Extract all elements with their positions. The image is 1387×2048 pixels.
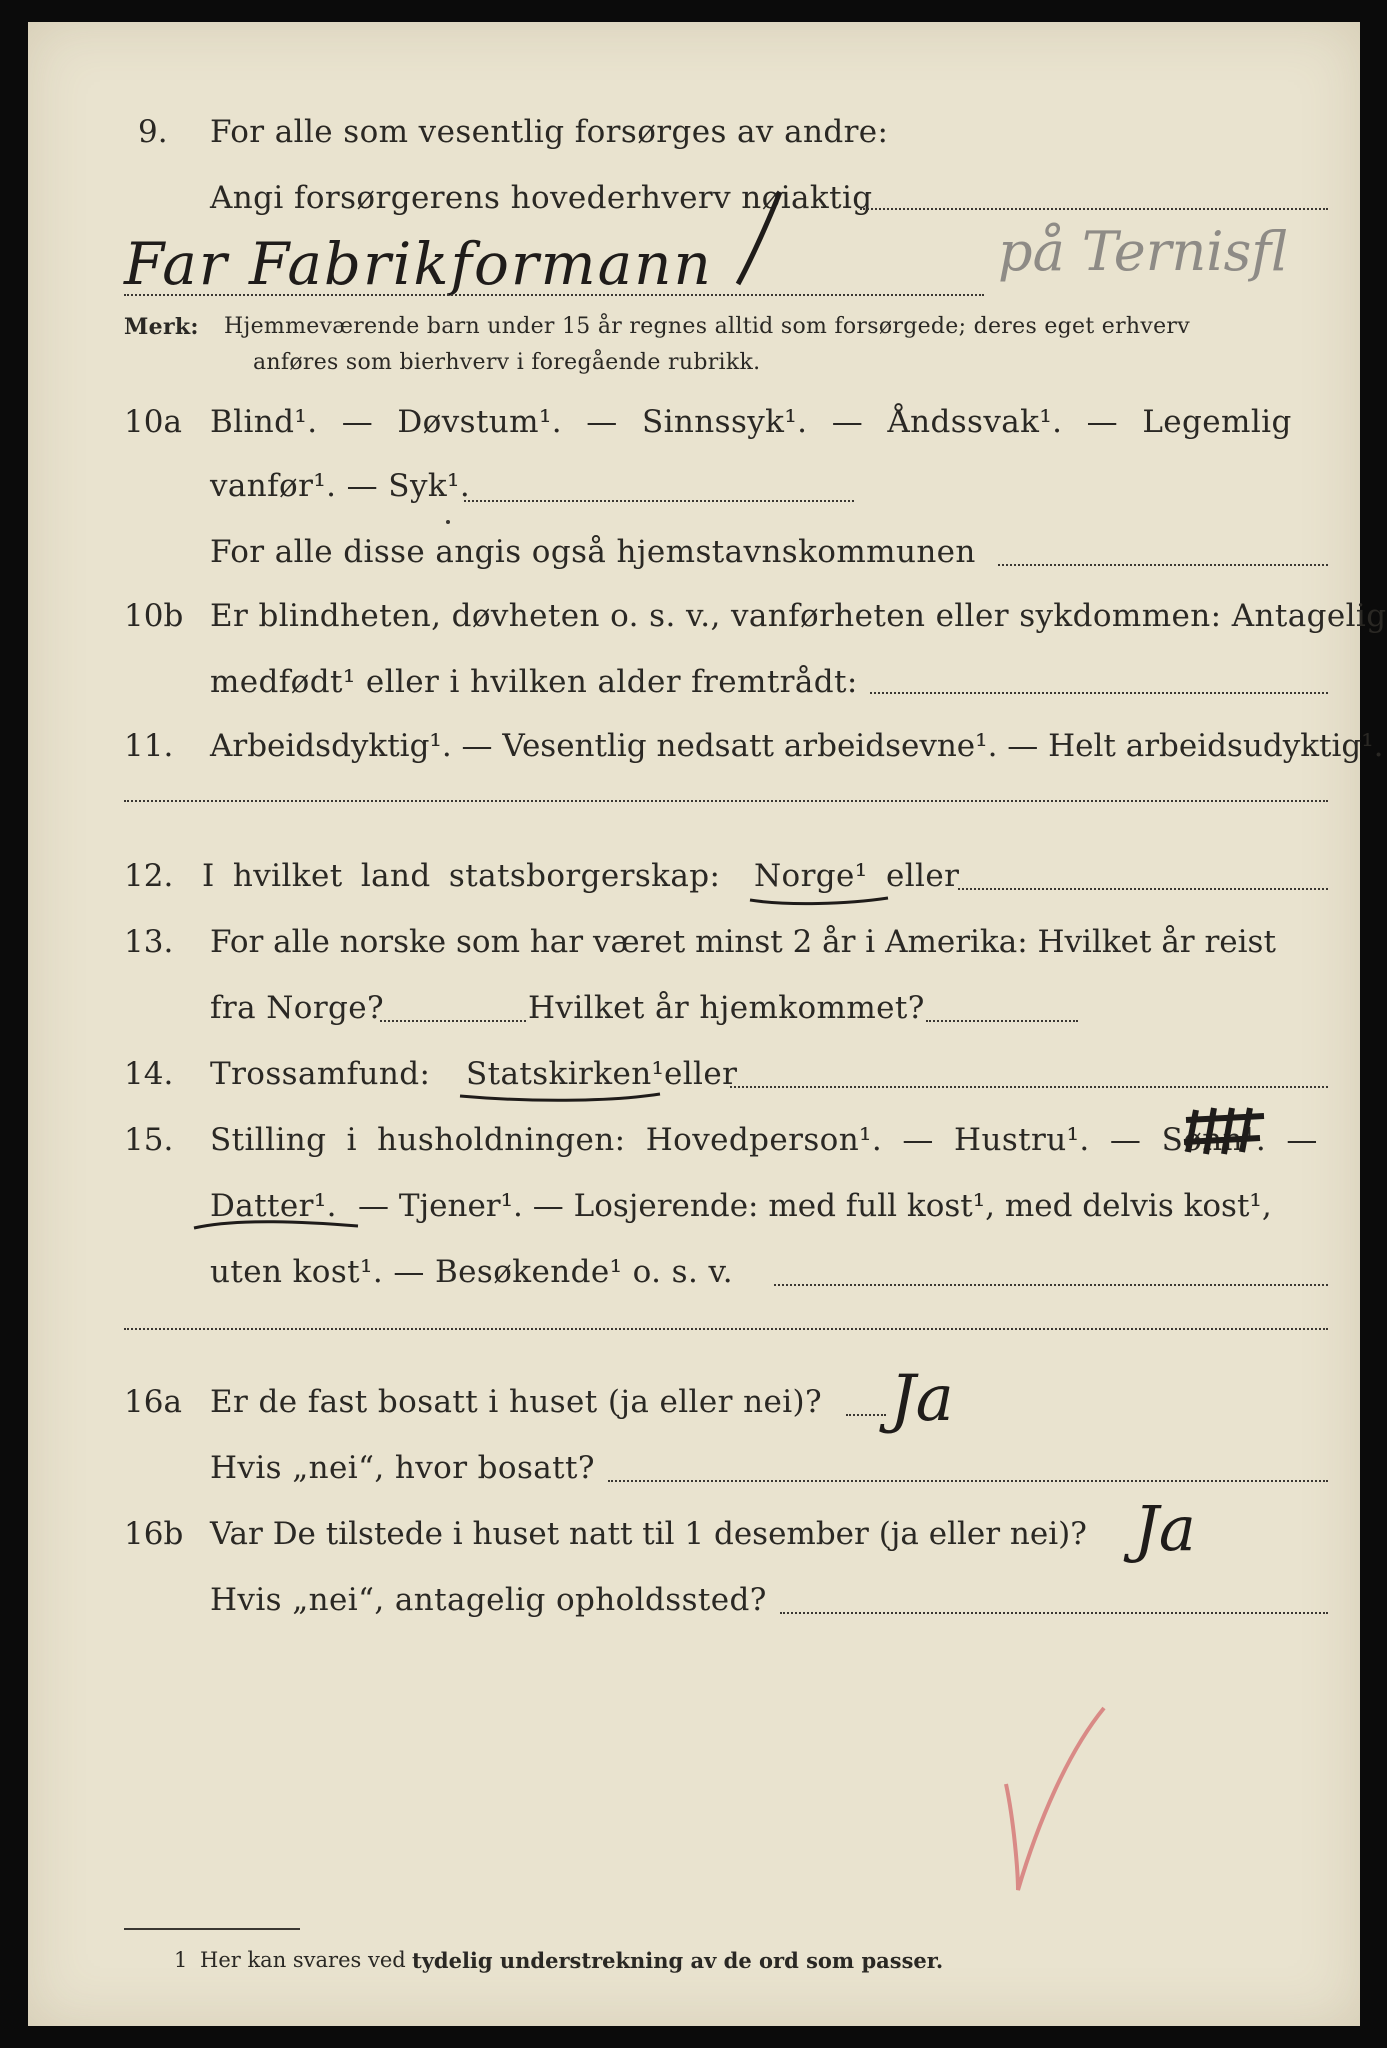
q10a-line3: For alle disse angis også hjemstavnskommunen bbox=[210, 534, 976, 570]
q10b-line2: medfødt¹ eller i hvilken alder fremtrådt: bbox=[210, 664, 858, 700]
q11-line1: Arbeidsdyktig¹. — Vesentlig nedsatt arbeidsevne¹. — Helt arbeidsudyktig¹. bbox=[210, 728, 1384, 764]
q9-answer-flourish bbox=[738, 192, 780, 284]
q14-number: 14. bbox=[124, 1056, 174, 1092]
q14-eller: eller bbox=[664, 1056, 738, 1092]
q16a-line2: Hvis „nei“, hvor bosatt? bbox=[210, 1450, 595, 1486]
q10b-line1: Er blindheten, døvheten o. s. v., vanførheten eller sykdommen: Antagelig bbox=[210, 598, 1387, 634]
q9-pencil-note: på Ternisfl bbox=[998, 220, 1288, 283]
q9-line1: For alle som vesentlig forsørges av andre: bbox=[210, 114, 889, 150]
q15-line2: — Tjener¹. — Losjerende: med full kost¹, med delvis kost¹, bbox=[358, 1188, 1272, 1224]
q10a-line1: Blind¹. — Døvstum¹. — Sinnssyk¹. — Åndssvak¹. — Legemlig bbox=[210, 404, 1292, 440]
datter-underline bbox=[194, 1222, 358, 1228]
q13-number: 13. bbox=[124, 924, 174, 960]
q12-eller: eller bbox=[886, 858, 960, 894]
merk-line1: Hjemmeværende barn under 15 år regnes alltid som forsørgede; deres eget erhverv bbox=[224, 314, 1190, 339]
q16b-handwritten-answer: Ja bbox=[1134, 1492, 1196, 1565]
footnote-mark: 1 bbox=[174, 1948, 188, 1972]
footnote-text-bold: tydelig understrekning av de ord som passer. bbox=[412, 1948, 944, 1973]
ink-dot bbox=[446, 520, 450, 524]
q12-text: I hvilket land statsborgerskap: bbox=[202, 858, 721, 894]
q12-number: 12. bbox=[124, 858, 174, 894]
footnote-text-plain: Her kan svares ved bbox=[200, 1948, 406, 1972]
census-form-page bbox=[28, 22, 1387, 2026]
q16a-line1: Er de fast bosatt i huset (ja eller nei)? bbox=[210, 1384, 823, 1420]
q15-line1: Stilling i husholdningen: Hovedperson¹. — Hustru¹. — Sønn¹. — bbox=[210, 1122, 1318, 1158]
q9-number: 9. bbox=[138, 114, 168, 150]
sonn-strike-icon bbox=[1184, 1108, 1264, 1154]
q9-line2: Angi forsørgerens hovederhverv nøiaktig bbox=[210, 180, 873, 216]
q16b-line1: Var De tilstede i huset natt til 1 desember (ja eller nei)? bbox=[210, 1516, 1087, 1552]
q12-norge: Norge¹ bbox=[754, 858, 868, 894]
q10b-number: 10b bbox=[124, 598, 184, 634]
norge-underline bbox=[750, 898, 888, 904]
q10a-line2: vanfør¹. — Syk¹. bbox=[210, 468, 471, 504]
q14-text: Trossamfund: bbox=[210, 1056, 431, 1092]
q15-number: 15. bbox=[124, 1122, 174, 1158]
handwritten-marks bbox=[28, 22, 1360, 2026]
q11-number: 11. bbox=[124, 728, 174, 764]
q13-line1: For alle norske som har været minst 2 år i Amerika: Hvilket år reist bbox=[210, 924, 1276, 960]
q9-handwritten-answer: Far Fabrikformann bbox=[124, 230, 713, 298]
q13-line2a: fra Norge? bbox=[210, 990, 385, 1026]
merk-line2: anføres som bierhverv i foregående rubrikk. bbox=[253, 350, 761, 375]
merk-label: Merk: bbox=[124, 314, 199, 340]
q13-line2b: Hvilket år hjemkommet? bbox=[528, 990, 925, 1026]
q16b-line2: Hvis „nei“, antagelig opholdssted? bbox=[210, 1582, 767, 1618]
q10a-number: 10a bbox=[124, 404, 182, 440]
q14-statskirken: Statskirken¹ bbox=[466, 1056, 665, 1092]
q16b-number: 16b bbox=[124, 1516, 184, 1552]
q15-line3: uten kost¹. — Besøkende¹ o. s. v. bbox=[210, 1254, 733, 1290]
q16a-number: 16a bbox=[124, 1384, 182, 1420]
q15-datter: Datter¹. bbox=[210, 1188, 337, 1224]
q16a-handwritten-answer: Ja bbox=[890, 1362, 954, 1436]
footnote-rule bbox=[124, 1928, 300, 1930]
statskirken-underline bbox=[460, 1094, 660, 1100]
red-check-icon bbox=[1006, 1708, 1104, 1890]
